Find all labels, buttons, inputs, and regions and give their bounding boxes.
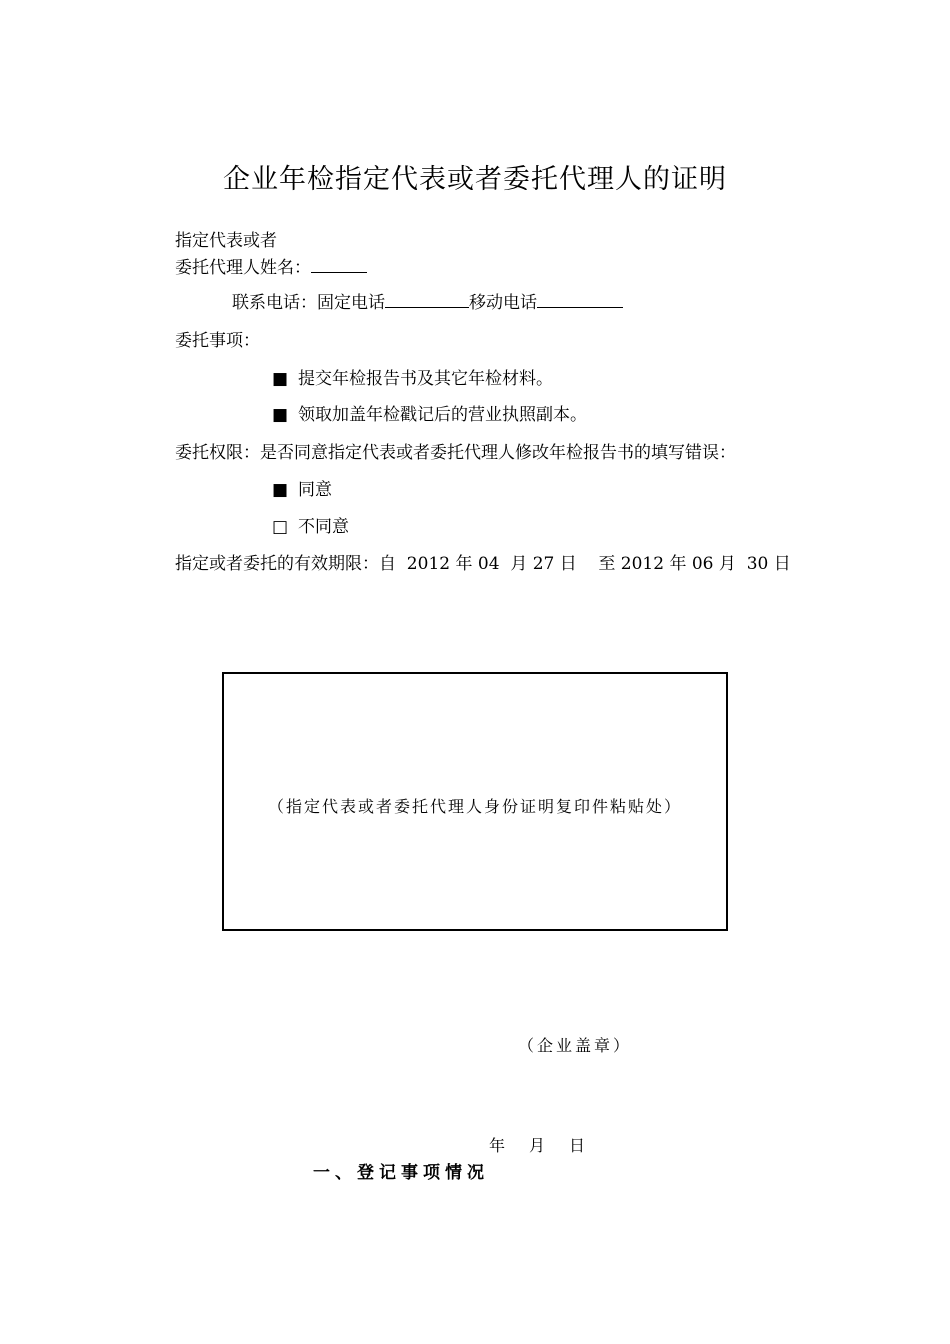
name-label-line1: 指定代表或者	[175, 231, 277, 251]
id-copy-paste-box	[222, 672, 728, 931]
name-label: 委托代理人姓名：	[175, 258, 311, 278]
seal-label: （企业盖章）	[518, 1036, 633, 1055]
landline-label: 联系电话：固定电话	[232, 293, 385, 313]
validity-period: 指定或者委托的有效期限：自 2012 年 04 月 27 日 至 2012 年 06 月 30 日	[175, 554, 791, 574]
authority-label: 委托权限：是否同意指定代表或者委托代理人修改年检报告书的填写错误：	[175, 443, 736, 463]
unchecked-box-icon[interactable]: □	[272, 517, 289, 537]
date-year: 年	[489, 1136, 506, 1155]
checked-box-icon[interactable]: ■	[272, 369, 289, 389]
option-text: 不同意	[298, 517, 349, 537]
mobile-label: 移动电话	[469, 293, 537, 313]
matter-text: 提交年检报告书及其它年检材料。	[298, 369, 553, 389]
matter-item	[272, 364, 553, 389]
page-title: 企业年检指定代表或者委托代理人的证明	[223, 164, 727, 195]
signature-date	[489, 1133, 609, 1156]
matter-item	[272, 400, 587, 425]
contact-line	[232, 288, 623, 313]
checked-box-icon[interactable]: ■	[272, 405, 289, 425]
name-label-line2	[175, 253, 367, 278]
option-text: 同意	[298, 480, 332, 500]
authority-option-agree	[272, 475, 332, 500]
matter-text: 领取加盖年检戳记后的营业执照副本。	[298, 405, 587, 425]
landline-field[interactable]	[385, 291, 469, 308]
id-box-label: （指定代表或者委托代理人身份证明复印件粘贴处）	[267, 797, 682, 816]
checked-box-icon[interactable]: ■	[272, 480, 289, 500]
matters-label: 委托事项：	[175, 331, 260, 351]
date-month: 月	[529, 1136, 546, 1155]
authority-option-disagree	[272, 512, 349, 537]
date-day: 日	[569, 1136, 586, 1155]
name-field[interactable]	[311, 256, 367, 273]
section-heading: 一、登记事项情况	[313, 1163, 489, 1183]
mobile-field[interactable]	[537, 291, 623, 308]
